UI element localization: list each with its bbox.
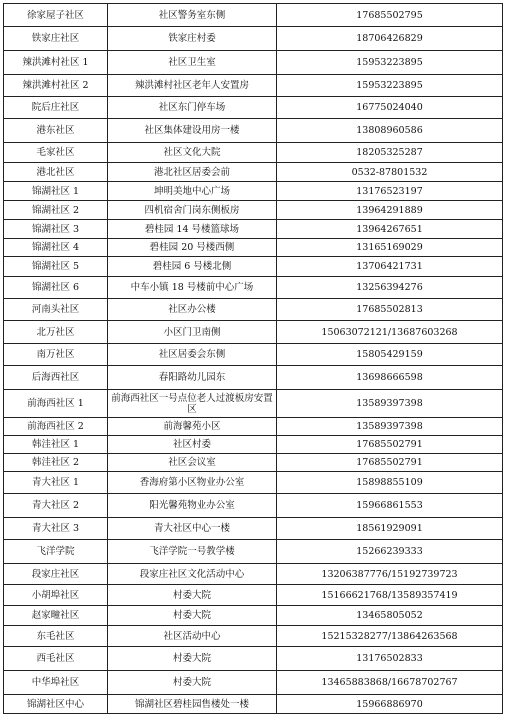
phone-cell: 13589397398	[277, 390, 503, 418]
community-cell: 锦湖社区 2	[4, 201, 108, 220]
community-cell: 铁家庄社区	[4, 27, 108, 51]
community-cell: 锦湖社区 4	[4, 239, 108, 257]
community-cell: 锦湖社区中心	[4, 695, 108, 714]
community-cell: 锦湖社区 5	[4, 257, 108, 277]
community-cell: 前海西社区 2	[4, 418, 108, 436]
table-row	[4, 494, 503, 518]
location-cell: 社区村委	[108, 436, 277, 454]
table-row	[4, 540, 503, 564]
table-row	[4, 585, 503, 606]
table-row	[4, 518, 503, 540]
community-cell: 锦湖社区 3	[4, 220, 108, 239]
table-row	[4, 647, 503, 671]
phone-cell: 16775024040	[277, 97, 503, 119]
community-cell: 青大社区 3	[4, 518, 108, 540]
table-row	[4, 51, 503, 75]
community-cell: 锦湖社区 1	[4, 182, 108, 201]
phone-cell: 13706421731	[277, 257, 503, 277]
location-cell: 村委大院	[108, 585, 277, 606]
location-cell: 锦湖社区碧桂园售楼处一楼	[108, 695, 277, 714]
community-cell: 赵家疃社区	[4, 606, 108, 626]
location-cell: 前海馨苑小区	[108, 418, 277, 436]
phone-cell: 15953223895	[277, 51, 503, 75]
phone-cell: 18706426829	[277, 27, 503, 51]
phone-cell: 13589397398	[277, 418, 503, 436]
table-row	[4, 671, 503, 695]
phone-cell: 18205325287	[277, 143, 503, 163]
phone-cell: 17685502813	[277, 299, 503, 321]
community-cell: 港北社区	[4, 163, 108, 182]
testing-site-table	[3, 3, 503, 714]
table-row	[4, 695, 503, 714]
location-cell: 碧桂园 6 号楼北侧	[108, 257, 277, 277]
community-cell: 院后庄社区	[4, 97, 108, 119]
table-row	[4, 436, 503, 454]
table-row	[4, 454, 503, 472]
table-row	[4, 143, 503, 163]
community-cell: 辣洪滩村社区 1	[4, 51, 108, 75]
table-row	[4, 418, 503, 436]
community-cell: 锦湖社区 6	[4, 277, 108, 299]
phone-cell: 0532-87801532	[277, 163, 503, 182]
table-row	[4, 119, 503, 143]
community-cell: 南万社区	[4, 344, 108, 366]
location-cell: 村委大院	[108, 647, 277, 671]
community-cell: 中华埠社区	[4, 671, 108, 695]
table-row	[4, 564, 503, 585]
table-row	[4, 239, 503, 257]
location-cell: 社区警务室东侧	[108, 4, 277, 27]
location-cell: 社区会议室	[108, 454, 277, 472]
phone-cell: 15966886970	[277, 695, 503, 714]
phone-cell: 15966861553	[277, 494, 503, 518]
phone-cell: 17685502791	[277, 454, 503, 472]
location-cell: 辣洪滩村社区老年人安置房	[108, 75, 277, 97]
community-cell: 徐家屋子社区	[4, 4, 108, 27]
location-cell: 碧桂园 20 号楼西侧	[108, 239, 277, 257]
phone-cell: 15953223895	[277, 75, 503, 97]
phone-cell: 15166621768/13589357419	[277, 585, 503, 606]
phone-cell: 13206387776/15192739723	[277, 564, 503, 585]
location-cell: 社区卫生室	[108, 51, 277, 75]
phone-cell: 13465805052	[277, 606, 503, 626]
location-cell: 春阳路幼儿园东	[108, 366, 277, 390]
phone-cell: 15215328277/13864263568	[277, 626, 503, 647]
table-row	[4, 257, 503, 277]
location-cell: 碧桂园 14 号楼篮球场	[108, 220, 277, 239]
location-cell: 社区文化大院	[108, 143, 277, 163]
community-cell: 辣洪滩村社区 2	[4, 75, 108, 97]
phone-cell: 15063072121/13687603268	[277, 321, 503, 344]
location-cell: 铁家庄村委	[108, 27, 277, 51]
phone-cell: 17685502791	[277, 436, 503, 454]
table-row	[4, 75, 503, 97]
table-row	[4, 220, 503, 239]
phone-cell: 13176502833	[277, 647, 503, 671]
community-cell: 青大社区 2	[4, 494, 108, 518]
community-cell: 飞洋学院	[4, 540, 108, 564]
table-row	[4, 344, 503, 366]
location-cell: 村委大院	[108, 671, 277, 695]
location-cell: 香海府第小区物业办公室	[108, 472, 277, 494]
phone-cell: 13698666598	[277, 366, 503, 390]
table-row	[4, 163, 503, 182]
location-cell: 坤明美地中心广场	[108, 182, 277, 201]
table-row	[4, 366, 503, 390]
location-cell: 社区居委会东侧	[108, 344, 277, 366]
location-cell: 社区东门停车场	[108, 97, 277, 119]
location-cell: 四机宿舍门岗东侧板房	[108, 201, 277, 220]
phone-cell: 15805429159	[277, 344, 503, 366]
table-body	[4, 4, 503, 714]
phone-cell: 13176523197	[277, 182, 503, 201]
location-cell: 青大社区中心一楼	[108, 518, 277, 540]
phone-cell: 15898855109	[277, 472, 503, 494]
table-row	[4, 626, 503, 647]
table-row	[4, 97, 503, 119]
table-row	[4, 277, 503, 299]
community-cell: 韩洼社区 1	[4, 436, 108, 454]
community-cell: 后海西社区	[4, 366, 108, 390]
community-cell: 河南头社区	[4, 299, 108, 321]
phone-cell: 13964291889	[277, 201, 503, 220]
community-cell: 青大社区 1	[4, 472, 108, 494]
phone-cell: 18561929091	[277, 518, 503, 540]
community-cell: 东毛社区	[4, 626, 108, 647]
location-cell: 前海西社区一号点位老人过渡板房安置区	[108, 390, 277, 418]
table-row	[4, 606, 503, 626]
table-row	[4, 201, 503, 220]
phone-cell: 13256394276	[277, 277, 503, 299]
table-row	[4, 27, 503, 51]
community-cell: 小胡埠社区	[4, 585, 108, 606]
table-row	[4, 4, 503, 27]
phone-cell: 13964267651	[277, 220, 503, 239]
community-cell: 毛家社区	[4, 143, 108, 163]
phone-cell: 17685502795	[277, 4, 503, 27]
phone-cell: 13465883868/16678702767	[277, 671, 503, 695]
location-cell: 村委大院	[108, 606, 277, 626]
location-cell: 段家庄社区文化活动中心	[108, 564, 277, 585]
community-cell: 港东社区	[4, 119, 108, 143]
location-cell: 飞洋学院一号教学楼	[108, 540, 277, 564]
community-cell: 韩洼社区 2	[4, 454, 108, 472]
table-row	[4, 321, 503, 344]
community-cell: 西毛社区	[4, 647, 108, 671]
table-row	[4, 472, 503, 494]
table-row	[4, 299, 503, 321]
location-cell: 社区办公楼	[108, 299, 277, 321]
phone-cell: 13165169029	[277, 239, 503, 257]
table-row	[4, 182, 503, 201]
community-cell: 北万社区	[4, 321, 108, 344]
community-cell: 前海西社区 1	[4, 390, 108, 418]
phone-cell: 15266239333	[277, 540, 503, 564]
location-cell: 港北社区居委会前	[108, 163, 277, 182]
location-cell: 小区门卫南侧	[108, 321, 277, 344]
table-row	[4, 390, 503, 418]
phone-cell: 13808960586	[277, 119, 503, 143]
location-cell: 社区活动中心	[108, 626, 277, 647]
location-cell: 社区集体建设用房一楼	[108, 119, 277, 143]
location-cell: 中车小镇 18 号楼前中心广场	[108, 277, 277, 299]
location-cell: 阳光馨苑物业办公室	[108, 494, 277, 518]
community-cell: 段家庄社区	[4, 564, 108, 585]
